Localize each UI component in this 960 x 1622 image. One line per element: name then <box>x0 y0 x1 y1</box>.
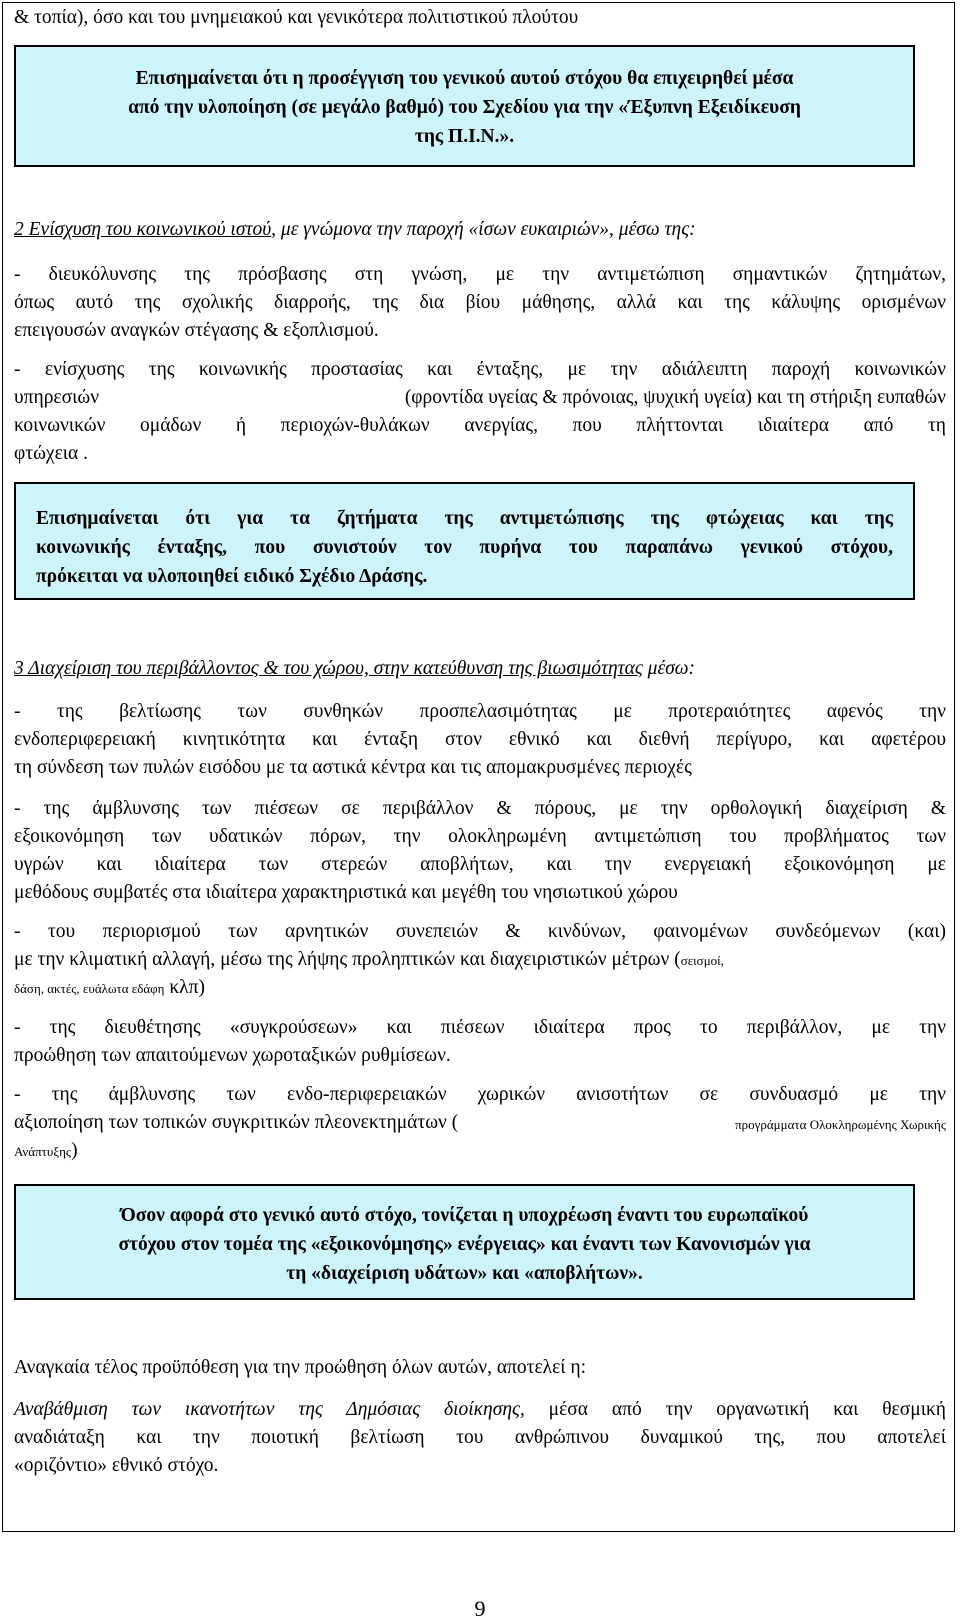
callout1-line3: της Π.Ι.Ν.». <box>414 126 515 147</box>
goal3-c3-small: δάση, ακτές, ευάλωτα εδάφη <box>14 981 165 996</box>
closing-line2: αναδιάταξη και την ποιοτική βελτίωση του ανθρώπινου δυναμικού της, που αποτελεί <box>14 1427 946 1448</box>
goal2-b1: - ενίσχυσης της κοινωνικής προστασίας και ένταξης, με την αδιάλειπτη παροχή κοινωνικών <box>14 359 946 380</box>
top-line: & τοπία), όσο και του μνημειακού και γενικότερα πολιτιστικού πλούτου <box>14 7 579 28</box>
goal2-b3: κοινωνικών ομάδων ή περιοχών-θυλάκων ανεργίας, που πλήττονται ιδιαίτερα από τη <box>14 415 946 436</box>
goal3-c2-small: σεισμοί, <box>680 953 724 968</box>
callout3-line2: στόχου στον τομέα της «εξοικονόμησης» ενέργειας» και έναντι των Κανονισμών για <box>118 1234 811 1255</box>
callout2-line3: πρόκειται να υλοποιηθεί ειδικό Σχέδιο Δράσης. <box>36 566 428 587</box>
callout3-line1: Όσον αφορά στο γενικό αυτό στόχο, τονίζεται η υποχρέωση έναντι του ευρωπαϊκού <box>120 1205 809 1226</box>
goal3-e2-small: προγράμματα Ολοκληρωμένης Χωρικής <box>735 1117 946 1132</box>
goal3-e2-text: αξιοποίηση των τοπικών συγκριτικών πλεονεκτημάτων ( <box>14 1112 459 1133</box>
callout3-line3: τη «διαχείριση υδάτων» και «αποβλήτων». <box>286 1263 643 1284</box>
closing-line1-rest: , μέσα από την οργανωτική και θεσμική <box>519 1399 946 1420</box>
closing-line1 <box>14 1396 946 1424</box>
goal3-b1: - της άμβλυνσης των πιέσεων σε περιβάλλον & πόρους, με την ορθολογική διαχείριση & <box>14 798 946 819</box>
goal2-heading <box>14 216 946 244</box>
goal3-a2: ενδοπεριφερειακή κινητικότητα και ένταξη στον εθνικό και διεθνή περίγυρο, και αφετέρου <box>14 729 946 750</box>
goal3-b2: εξοικονόμηση των υδατικών πόρων, την ολοκληρωμένη αντιμετώπιση του προβλήματος των <box>14 826 946 847</box>
goal2-heading-rest: , με γνώμονα την παροχή «ίσων ευκαιριών», μέσω της: <box>271 219 696 240</box>
goal3-c2 <box>14 946 946 975</box>
goal2-heading-underlined: 2 Ενίσχυση του κοινωνικού ιστού <box>14 219 272 240</box>
callout2-line2: κοινωνικής ένταξης, που συνιστούν τον πυρήνα του παραπάνω γενικού στόχου, <box>36 537 893 558</box>
goal3-c2-text: με την κλιματική αλλαγή, μέσω της λήψης προληπτικών και διαχειριστικών μέτρων ( <box>14 949 681 970</box>
goal3-d1: - της διευθέτησης «συγκρούσεων» και πιέσεων ιδιαίτερα προς το περιβάλλον, με την <box>14 1017 946 1038</box>
goal3-heading-rest: μέσω: <box>642 658 696 679</box>
callout-poverty <box>14 482 915 600</box>
closing-intro: Αναγκαία τέλος προϋπόθεση για την προώθηση όλων αυτών, αποτελεί η: <box>14 1357 587 1378</box>
page-number: 9 <box>474 1596 486 1621</box>
goal3-d2: προώθηση των απαιτούμενων χωροταξικών ρυθμίσεων. <box>14 1045 451 1066</box>
goal3-c3 <box>14 974 946 1003</box>
goal3-c1: - του περιορισμού των αρνητικών συνεπειών & κινδύνων, φαινομένων συνδεόμενων (και) <box>14 921 946 942</box>
goal3-e3-small: Ανάπτυξης <box>14 1144 72 1159</box>
goal2-b2 <box>14 384 946 412</box>
goal2-a2: όπως αυτό της σχολικής διαρροής, της δια βίου μάθησης, αλλά και της κάλυψης ορισμένων <box>14 292 946 313</box>
goal3-e1: - της άμβλυνσης των ενδο-περιφερειακών χωρικών ανισοτήτων σε συνδυασμό με την <box>14 1084 946 1105</box>
goal3-b4: μεθόδους συμβατές στα ιδιαίτερα χαρακτηριστικά και μεγέθη του νησιωτικού χώρου <box>14 882 678 903</box>
callout1-line1: Επισημαίνεται ότι η προσέγγιση του γενικού αυτού στόχου θα επιχειρηθεί μέσα <box>135 68 794 89</box>
goal3-e3-text: ) <box>71 1140 78 1161</box>
goal2-a1: - διευκόλυνσης της πρόσβασης στη γνώση, με την αντιμετώπιση σημαντικών ζητημάτων, <box>14 264 946 285</box>
closing-line1-italic: Αναβάθμιση των ικανοτήτων της Δημόσιας διοίκησης <box>14 1399 520 1420</box>
goal2-b4: φτώχεια . <box>14 443 88 464</box>
goal3-e2 <box>14 1109 946 1137</box>
goal3-heading <box>14 655 946 683</box>
goal3-c3-text: κλπ) <box>164 977 205 998</box>
goal2-b2-word: υπηρεσιών <box>14 387 100 408</box>
callout-energy <box>14 1184 915 1300</box>
callout1-line2: από την υλοποίηση (σε μεγάλο βαθμό) του Σχεδίου για την «Έξυπνη Εξειδίκευση <box>128 97 801 118</box>
goal3-a1: - της βελτίωσης των συνθηκών προσπελασιμότητας με προτεραιότητες αφενός την <box>14 701 946 722</box>
goal3-b3: υγρών και ιδιαίτερα των στερεών αποβλήτων, και την ενεργειακή εξοικονόμηση με <box>14 854 946 875</box>
goal3-e3 <box>14 1137 946 1166</box>
callout2-line1: Επισημαίνεται ότι για τα ζητήματα της αντιμετώπισης της φτώχειας και της <box>36 508 893 529</box>
callout-smart-specialisation <box>14 45 915 167</box>
goal3-heading-underlined: 3 Διαχείριση του περιβάλλοντος & του χώρου, στην κατεύθυνση της βιωσιμότητας <box>14 658 643 679</box>
goal3-a3: τη σύνδεση των πυλών εισόδου με τα αστικά κέντρα και τις απομακρυσμένες περιοχές <box>14 757 692 778</box>
goal2-a3: επειγουσών αναγκών στέγασης & εξοπλισμού. <box>14 320 379 341</box>
goal2-b2-rest: (φροντίδα υγείας & πρόνοιας, ψυχική υγεία) και τη στήριξη ευπαθών <box>404 387 946 408</box>
closing-line3: «οριζόντιο» εθνικό στόχο. <box>14 1455 219 1476</box>
